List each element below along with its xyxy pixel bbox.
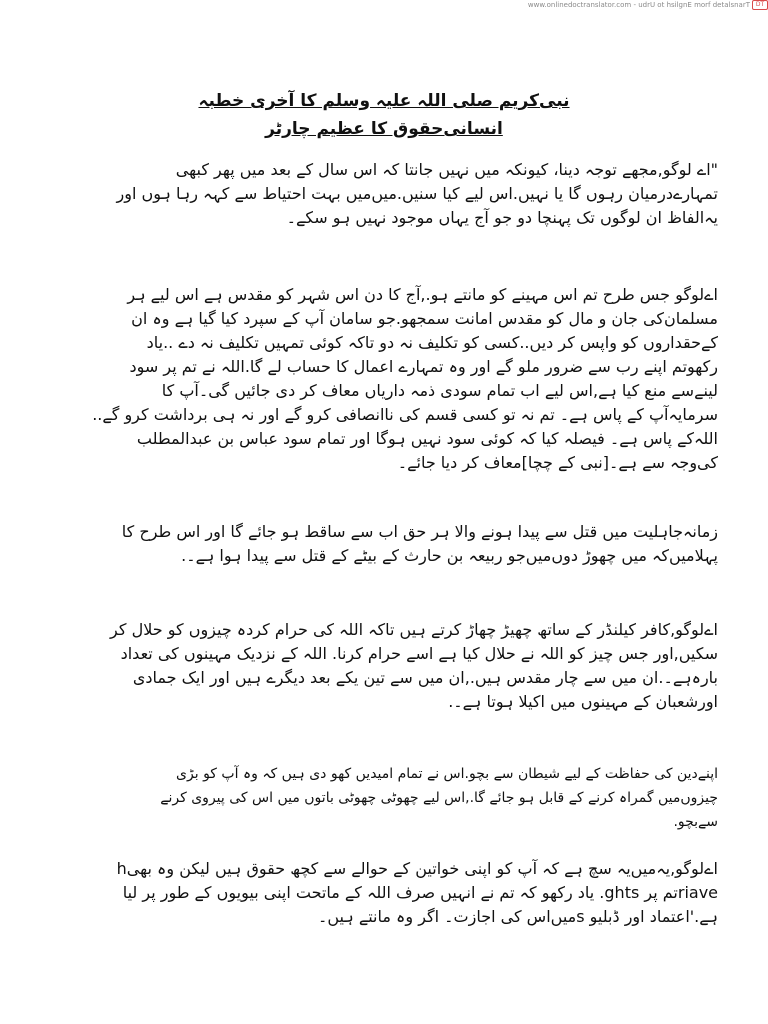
paragraph-line: سےبچو. [673,814,718,830]
paragraph-2 [92,283,718,475]
paragraph-6 [98,857,718,929]
paragraph-line: یہ‌الفاظ ان لوگوں تک پہنچا دو جو آج یہاں موجود نہیں ہو سکے۔ [286,208,718,227]
paragraph-line: کےحقداروں کو واپس کر دیں..کسی کو تکلیف نہ دو تاکہ کوئی تمہیں تکلیف نہ دے ..یاد [146,333,718,352]
translator-logo-icon: DT [752,0,768,10]
paragraph-line: سکیں,اور جس چیز کو اللہ نے حلال کیا ہے اسے حرام کرنا. اللہ کے نزدیک مہینوں کی تعداد [120,644,718,663]
paragraph-line: اپنےدین کی حفاظت کے لیے شیطان سے بچو.اس نے تمام امیدیں کھو دی ہیں کہ وہ آپ کو بڑی [176,766,718,782]
paragraph-4 [98,618,718,714]
paragraph-line: رکھوتم اپنے رب سے ضرور ملو گے اور وہ تمہارے اعمال کا حساب لے گا.اللہ نے تم پر سود [129,357,718,376]
paragraph-line: اللہ‌کے پاس ہے۔ فیصلہ کیا کہ کوئی سود نہیں ہوگا اور تمام سود عباس بن عبدالمطلب [136,429,718,448]
paragraph-line: اےلوگو جس طرح تم اس مہینے کو مانتے ہو.,آج کا دن اس شہر کو مقدس ہے اس لیے ہر [127,285,718,304]
paragraph-line: لینےسے منع کیا ہے,اس لیے اب تمام سودی ذمہ داریاں معاف کر دی جائیں گی۔آپ کا [161,381,718,400]
paragraph-line: بارہ‌ہے۔.ان میں سے چار مقدس ہیں.,ان میں سے تین یکے بعد دیگرے ہیں اور ایک جمادی [132,668,718,687]
paragraph-line: کی‌وجہ سے ہے۔[نبی کے چچا]معاف کر دیا جائے۔ [397,453,718,472]
paragraph-line: چیزوں‌میں گمراہ کرنے کے قابل ہو جائے گا.,اس لیے چھوٹی چھوٹی باتوں میں اس کی پیروی کرنے [160,790,718,806]
paragraph-line: اےلوگو,کافر کیلنڈر کے ساتھ چھیڑ چھاڑ کرتے ہیں تاکہ اللہ کی حرام کردہ چیزوں کو حلال کر [110,620,718,639]
paragraph-line: ہے.'اعتماد اور ڈبلیو sمیں‌اس کی اجازت۔ اگر وہ مانتے ہیں۔ [317,907,718,926]
paragraph-line: "اے لوگو,مجھے توجہ دینا، کیونکہ میں نہیں جانتا کہ اس سال کے بعد میں پھر کبھی [175,160,718,179]
paragraph-5 [110,762,718,834]
paragraph-1 [98,158,718,230]
document-subtitle: انسانی‌حقوق کا عظیم چارٹر [265,119,503,139]
paragraph-line: تمہارےدرمیان رہوں گا یا نہیں.اس لیے کیا سنیں.میں‌میں بہت احتیاط سے کہہ رہا ہوں اور [116,184,718,203]
document-title: نبی‌کریم صلی اللہ علیہ وسلم کا آخری خطبہ [198,91,570,111]
paragraph-line: سرمایہ‌آپ کے پاس ہے۔ تم نہ تو کسی قسم کی ناانصافی کرو گے اور نہ ہی برداشت کرو گے.. [92,405,718,424]
paragraph-line: اےلوگو,یہ‌میں‌یہ سچ ہے کہ آپ کو اپنی خواتین کے حوالے سے کچھ حقوق ہیں لیکن وہ بھیh [116,859,718,878]
paragraph-line: riaveتم پر ghts. یاد رکھو کہ تم نے انہیں صرف اللہ کے ماتحت اپنی بیویوں کے طور پر لیا [122,883,718,902]
watermark-text: www.onlinedoctranslator.com - udrU ot hsilgnE morf detalsnarT [527,1,750,9]
paragraph-line: پہلامیں‌کہ میں چھوڑ دوں‌میں‌جو ربیعہ بن حارث کے بیٹے کے قتل سے پیدا ہوا ہے۔. [181,546,718,565]
paragraph-line: مسلمان‌کی جان و مال کو مقدس امانت سمجھو.جو سامان آپ کے سپرد کیا گیا ہے وہ ان [131,309,718,328]
paragraph-line: اورشعبان کے مہینوں میں اکیلا ہوتا ہے۔. [448,692,718,711]
paragraph-3 [98,520,718,568]
paragraph-line: زمانہ‌جاہلیت میں قتل سے پیدا ہونے والا ہر حق اب سے ساقط ہو جائے گا اور اس طرح کا [121,522,718,541]
